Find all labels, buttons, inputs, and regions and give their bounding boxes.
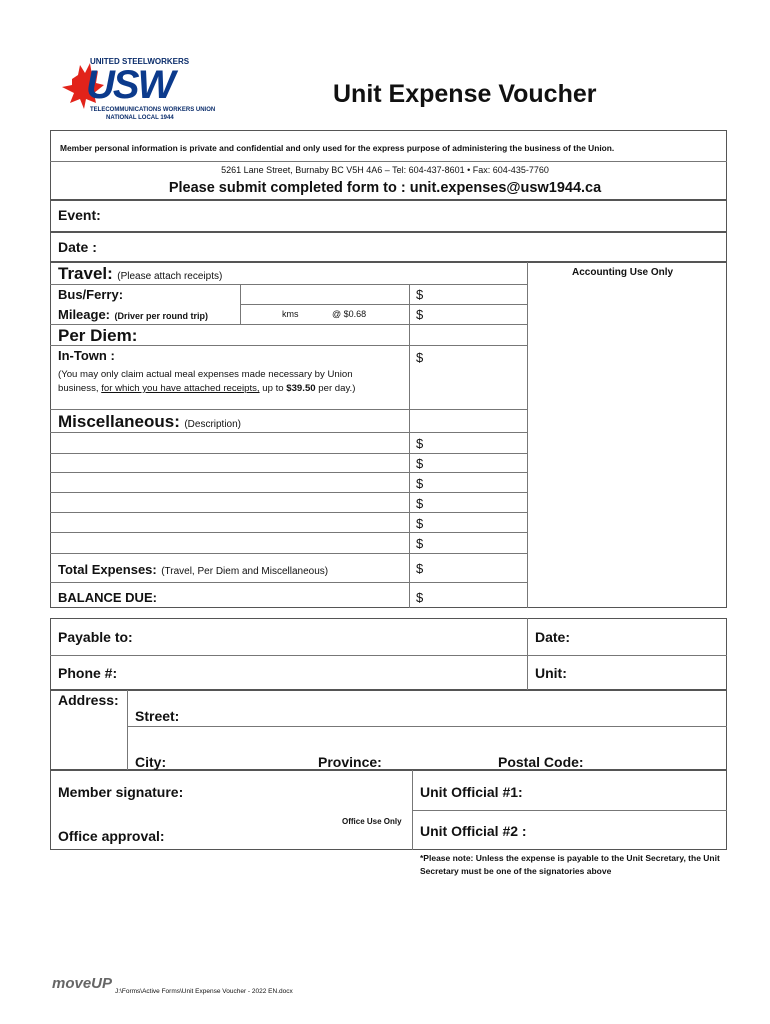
mileage-dollar: $ (416, 307, 424, 322)
postal-code-label: Postal Code: (498, 754, 584, 770)
usw-logo (58, 55, 218, 125)
per-diem-note: (You may only claim actual meal expenses made necessary by Union business, for which you have attached receipts, up to $39.50 per day.) (58, 369, 356, 394)
phone-label: Phone #: (58, 665, 118, 681)
balance-dollar: $ (416, 590, 424, 605)
date2-label: Date: (535, 629, 571, 645)
event-label: Event: (58, 207, 101, 223)
moveup-logo (52, 975, 112, 992)
misc-dollar-2: $ (416, 456, 424, 471)
logo-line2: NATIONAL LOCAL 1944 (106, 115, 174, 121)
mileage-heading (58, 306, 208, 324)
address-label: Address: (58, 692, 119, 708)
travel-note: (Please attach receipts) (117, 271, 223, 282)
payable-to-label: Payable to: (58, 629, 133, 645)
date-label: Date : (58, 239, 97, 255)
page-title: Unit Expense Voucher (333, 80, 597, 108)
misc-dollar-6: $ (416, 536, 424, 551)
misc-label: Miscellaneous: (58, 412, 180, 431)
travel-label: Travel: (58, 264, 113, 283)
misc-dollar-1: $ (416, 436, 424, 451)
misc-dollar-3: $ (416, 476, 424, 491)
payable-box (50, 618, 727, 690)
province-label: Province: (318, 754, 382, 770)
total-note: (Travel, Per Diem and Miscellaneous) (161, 566, 329, 577)
unit-label: Unit: (535, 665, 567, 681)
mileage-note: (Driver per round trip) (114, 311, 208, 321)
office-use-only: Office Use Only (342, 817, 402, 826)
misc-dollar-5: $ (416, 516, 424, 531)
member-signature-label: Member signature: (58, 784, 184, 800)
logo-top-text: UNITED STEELWORKERS (90, 57, 190, 66)
city-label: City: (135, 754, 167, 770)
bus-ferry-label: Bus/Ferry: (58, 287, 124, 302)
submit-line: Please submit completed form to : unit.expenses@usw1944.ca (168, 180, 602, 196)
logo-main-text: USW (86, 63, 174, 107)
travel-heading (58, 264, 222, 284)
logo-line1: TELECOMMUNICATIONS WORKERS UNION (90, 107, 216, 113)
in-town-label: In-Town : (58, 348, 115, 363)
privacy-note: Member personal information is private and confidential and only used for the express purpose of administering the business of the Union. (60, 143, 615, 153)
unit-official-1-label: Unit Official #1: (420, 784, 523, 800)
event-row[interactable] (50, 200, 727, 232)
kms-label: kms (282, 309, 299, 319)
mileage-label: Mileage: (58, 307, 111, 322)
total-heading (58, 561, 328, 579)
total-label: Total Expenses: (58, 562, 157, 577)
total-dollar: $ (416, 561, 424, 576)
in-town-dollar: $ (416, 350, 424, 365)
accounting-use-only: Accounting Use Only (572, 267, 674, 278)
date-row[interactable] (50, 232, 727, 262)
street-label: Street: (135, 708, 180, 724)
footnote: *Please note: Unless the expense is payable to the Unit Secretary, the Unit Secretary must be one of the signatories above (420, 853, 720, 876)
address-line: 5261 Lane Street, Burnaby BC V5H 4A6 – Tel: 604-437-8601 • Fax: 604-435-7760 (221, 165, 549, 175)
moveup-brand: moveUP (52, 975, 113, 992)
bus-ferry-dollar: $ (416, 287, 424, 302)
misc-note: (Description) (184, 419, 242, 430)
office-approval-label: Office approval: (58, 828, 165, 844)
misc-heading (58, 412, 241, 432)
misc-dollar-4: $ (416, 496, 424, 511)
per-diem-label: Per Diem: (58, 326, 138, 345)
footer-path: J:\Forms\Active Forms\Unit Expense Voucher - 2022 EN.docx (115, 988, 293, 995)
balance-due-label: BALANCE DUE: (58, 590, 157, 605)
mileage-rate: @ $0.68 (332, 309, 367, 319)
unit-official-2-label: Unit Official #2 : (420, 823, 527, 839)
